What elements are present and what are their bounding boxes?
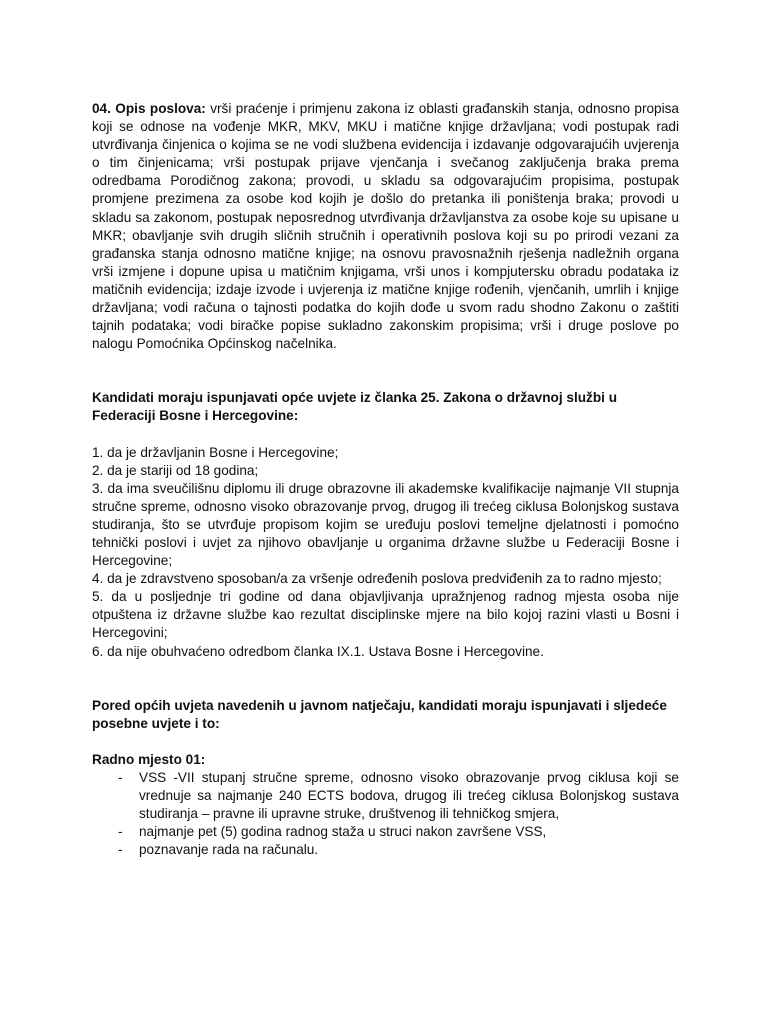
general-condition-item: 5. da u posljednje tri godine od dana objavljivanja upražnjenog radnog mjesta osoba nije otpuštena iz državne službe kao rezultat disciplinske mjere na bilo kojoj razini vlasti u Bosni i Hercegovini; xyxy=(92,589,679,641)
document-page xyxy=(92,100,679,859)
general-conditions-list xyxy=(92,444,679,661)
special-condition-text: najmanje pet (5) godina radnog staža u struci nakon završene VSS, xyxy=(139,824,547,840)
special-condition-item xyxy=(92,769,679,823)
dash-bullet: - xyxy=(118,824,123,840)
special-condition-item xyxy=(92,841,679,859)
job-description-label: 04. Opis poslova: xyxy=(92,101,206,116)
job-description-paragraph xyxy=(92,100,679,353)
special-condition-text: poznavanje rada na računalu. xyxy=(139,842,319,858)
general-condition-item: 2. da je stariji od 18 godina; xyxy=(92,462,259,478)
special-condition-item xyxy=(92,823,679,841)
general-condition-item: 6. da nije obuhvaćeno odredbom članka IX.1. Ustava Bosne i Hercegovine. xyxy=(92,643,544,659)
position-title: Radno mjesto 01: xyxy=(92,751,206,767)
general-condition-item: 1. da je državljanin Bosne i Hercegovine; xyxy=(92,444,339,460)
special-conditions-heading: Pored općih uvjeta navedenih u javnom natječaju, kandidati moraju ispunjavati i sljedeće posebne uvjete i to: xyxy=(92,697,667,731)
dash-bullet: - xyxy=(118,842,123,858)
dash-bullet: - xyxy=(118,769,123,785)
general-condition-item: 4. da je zdravstveno sposoban/a za vršenje određenih poslova predviđenih za to radno mjesto; xyxy=(92,571,662,587)
special-conditions-list xyxy=(92,769,679,859)
general-condition-item: 3. da ima sveučilišnu diplomu ili druge obrazovne ili akademske kvalifikacije najmanje VII stupnja stručne spreme, odnosno visoko obrazovanje prvog, drugog ili trećeg ciklusa Bolonjskog sustava studiranja, što se utvrđuje propisom kojim se uređuju poslovi temeljne djelatnosti i pomoćno tehnički poslovi i uvjet za njihovo obavljanje u organima državne službe u Federaciji Bosne i Hercegovine; xyxy=(92,480,679,569)
special-condition-text: VSS -VII stupanj stručne spreme, odnosno visoko obrazovanje prvog ciklusa koji se vrednuje sa najmanje 240 ECTS bodova, drugog ili trećeg ciklusa Bolonjskog sustava studiranja – pravne ili upravne struke, društvenog ili tehničkog smjera, xyxy=(139,769,679,822)
job-description-text: vrši praćenje i primjenu zakona iz oblasti građanskih stanja, odnosno propisa koji se odnose na vođenje MKR, MKV, MKU i matične knjige državljana; vodi postupak radi utvrđivanja činjenica o kojima se ne vodi službena evidencija i izdavanje odgovarajućih uvjerenja o tim činjenicama; vrši postupak prijave vjenčanja i svečanog zaključenja braka prema odredbama Porodičnog zakona; provodi, u skladu sa odgovarajućim propisima, postupak promjene prezimena za osobe kod kojih je došlo do pretanka ili poništenja braka; provodi u skladu sa zakonom, postupak neposrednog utvrđivanja državljanstva za osobe koje su upisane u MKR; obavljanje svih drugih sličnih stručnih i operativnih poslova koji su po prirodi vezani za građanska stanja odnosno matične knjige; na osnovu pravosnažnih rješenja nadležnih organa vrši izmjene i dopune upisa u matičnim knjigama, vrši unos i kompjutersku obradu podataka iz matičnih evidencija; izdaje izvode i uvjerenja iz matične knjige rođenih, vjenčanih, umrlih i knjige državljana; vodi računa o tajnosti podatka do kojih dođe u svom radu shodno Zakonu o zaštiti tajnih podataka; vodi biračke popise sukladno zakonskim propisima; vrši i druge poslove po nalogu Pomoćnika Općinskog načelnika. xyxy=(92,101,679,352)
general-conditions-heading: Kandidati moraju ispunjavati opće uvjete iz članka 25. Zakona o državnoj službi u Federaciji Bosne i Hercegovine: xyxy=(92,390,617,424)
